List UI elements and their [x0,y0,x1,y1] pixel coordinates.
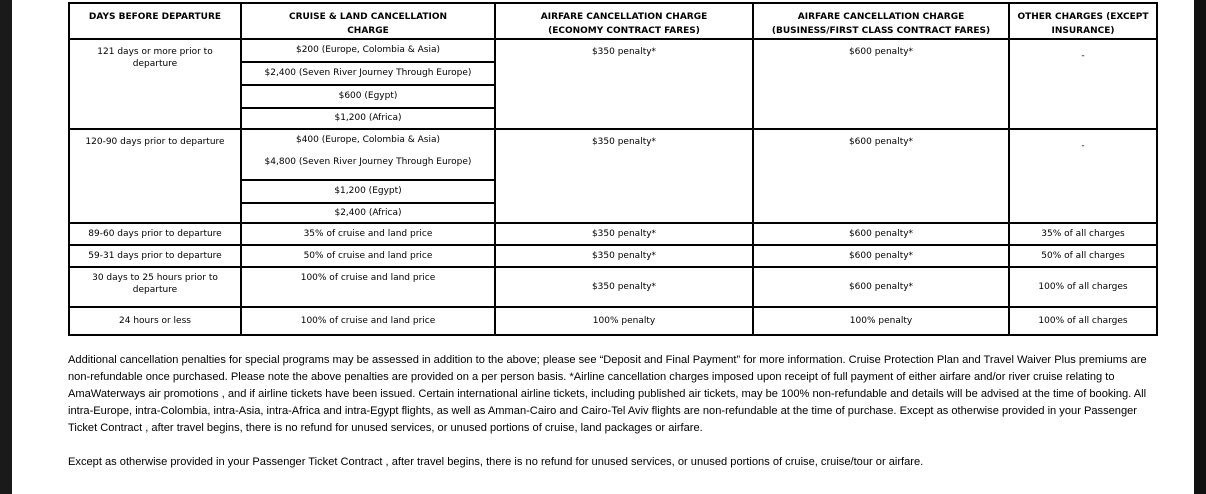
terms-notes [68,352,1158,488]
other-cell: 35% of all charges [1009,223,1157,245]
table-row [69,267,1157,307]
table-header-row [69,3,1157,39]
economy-cell: 100% penalty [495,307,753,335]
days-cell: 89-60 days prior to departure [69,223,241,245]
economy-cell: $350 penalty* [495,245,753,267]
other-cell: - [1009,129,1157,223]
cruise-land-cell [241,39,495,129]
business-cell: $600 penalty* [753,223,1009,245]
cruise-land-cell [241,129,495,223]
cruise-land-cell: 100% of cruise and land price [241,307,495,335]
document-page [12,0,1194,494]
header-days-before-departure: DAYS BEFORE DEPARTURE [69,3,241,39]
days-cell: 24 hours or less [69,307,241,335]
business-cell: $600 penalty* [753,129,1009,223]
cruise-land-cell: 50% of cruise and land price [241,245,495,267]
business-cell: $600 penalty* [753,267,1009,307]
days-cell: 120-90 days prior to departure [69,129,241,223]
header-other-charges: OTHER CHARGES (EXCEPT INSURANCE) [1009,3,1157,39]
economy-cell: $350 penalty* [495,129,753,223]
window-edge [1194,0,1206,494]
economy-cell: $350 penalty* [495,39,753,129]
header-airfare-economy: AIRFARE CANCELLATION CHARGE (ECONOMY CONTRACT FARES) [495,3,753,39]
cruise-charge-line: $200 (Europe, Colombia & Asia) [242,40,494,63]
other-cell: - [1009,39,1157,129]
other-cell: 100% of all charges [1009,307,1157,335]
economy-cell: $350 penalty* [495,223,753,245]
table-row [69,129,1157,223]
cruise-charge-line: $1,200 (Egypt) [242,181,494,204]
business-cell: $600 penalty* [753,245,1009,267]
cruise-charge-line: $4,800 (Seven River Journey Through Europe) [242,151,494,181]
table-row [69,39,1157,129]
days-cell: 121 days or more prior to departure [69,39,241,129]
table-row [69,223,1157,245]
other-cell: 100% of all charges [1009,267,1157,307]
days-cell: 59-31 days prior to departure [69,245,241,267]
header-airfare-business: AIRFARE CANCELLATION CHARGE (BUSINESS/FIRST CLASS CONTRACT FARES) [753,3,1009,39]
table-row [69,245,1157,267]
cruise-charge-line: $400 (Europe, Colombia & Asia) [295,135,441,145]
days-cell: 30 days to 25 hours prior to departure [69,267,241,307]
cruise-charge-line: $1,200 (Africa) [334,113,402,123]
cancellation-charges-table [68,2,1158,336]
economy-cell: $350 penalty* [495,267,753,307]
notes-paragraph: Except as otherwise provided in your Passenger Ticket Contract , after travel begins, there is no refund for unused services, or unused portions of cruise, cruise/tour or airfare. [68,456,924,468]
cruise-land-cell: 100% of cruise and land price [241,267,495,307]
table-row [69,307,1157,335]
business-cell: 100% penalty [753,307,1009,335]
cruise-charge-line: $600 (Egypt) [242,86,494,109]
notes-paragraph: Additional cancellation penalties for special programs may be assessed in addition to the above; please see “Deposit and Final Payment” for more information. Cruise Protection Plan and Travel Waiver Plus premiums are non-refundable once purchased. Please note the above penalties are provided on a per person basis. *Airline cancellation charges imposed upon receipt of full payment of either airfare and/or river cruise relating to AmaWaterways air promotions , and if airline tickets have been issued. Certain international airline tickets, including published air tickets, may be 100% non-refundable and details will be advised at the time of booking. All intra-Europe, intra-Colombia, intra-Asia, intra-Africa and intra-Egypt flights, as well as Amman-Cairo and Cairo-Tel Aviv flights are non-refundable at the time of purchase. Except as otherwise provided in your Passenger Ticket Contract , after travel begins, there is no refund for unused services, or unused portions of cruise, land packages or airfare. [68,354,1147,434]
business-cell: $600 penalty* [753,39,1009,129]
other-cell: 50% of all charges [1009,245,1157,267]
cruise-charge-line: $2,400 (Seven River Journey Through Europe) [242,63,494,86]
cruise-charge-line: $2,400 (Africa) [334,208,402,218]
cruise-land-cell: 35% of cruise and land price [241,223,495,245]
header-cruise-land-charge: CRUISE & LAND CANCELLATION CHARGE [241,3,495,39]
